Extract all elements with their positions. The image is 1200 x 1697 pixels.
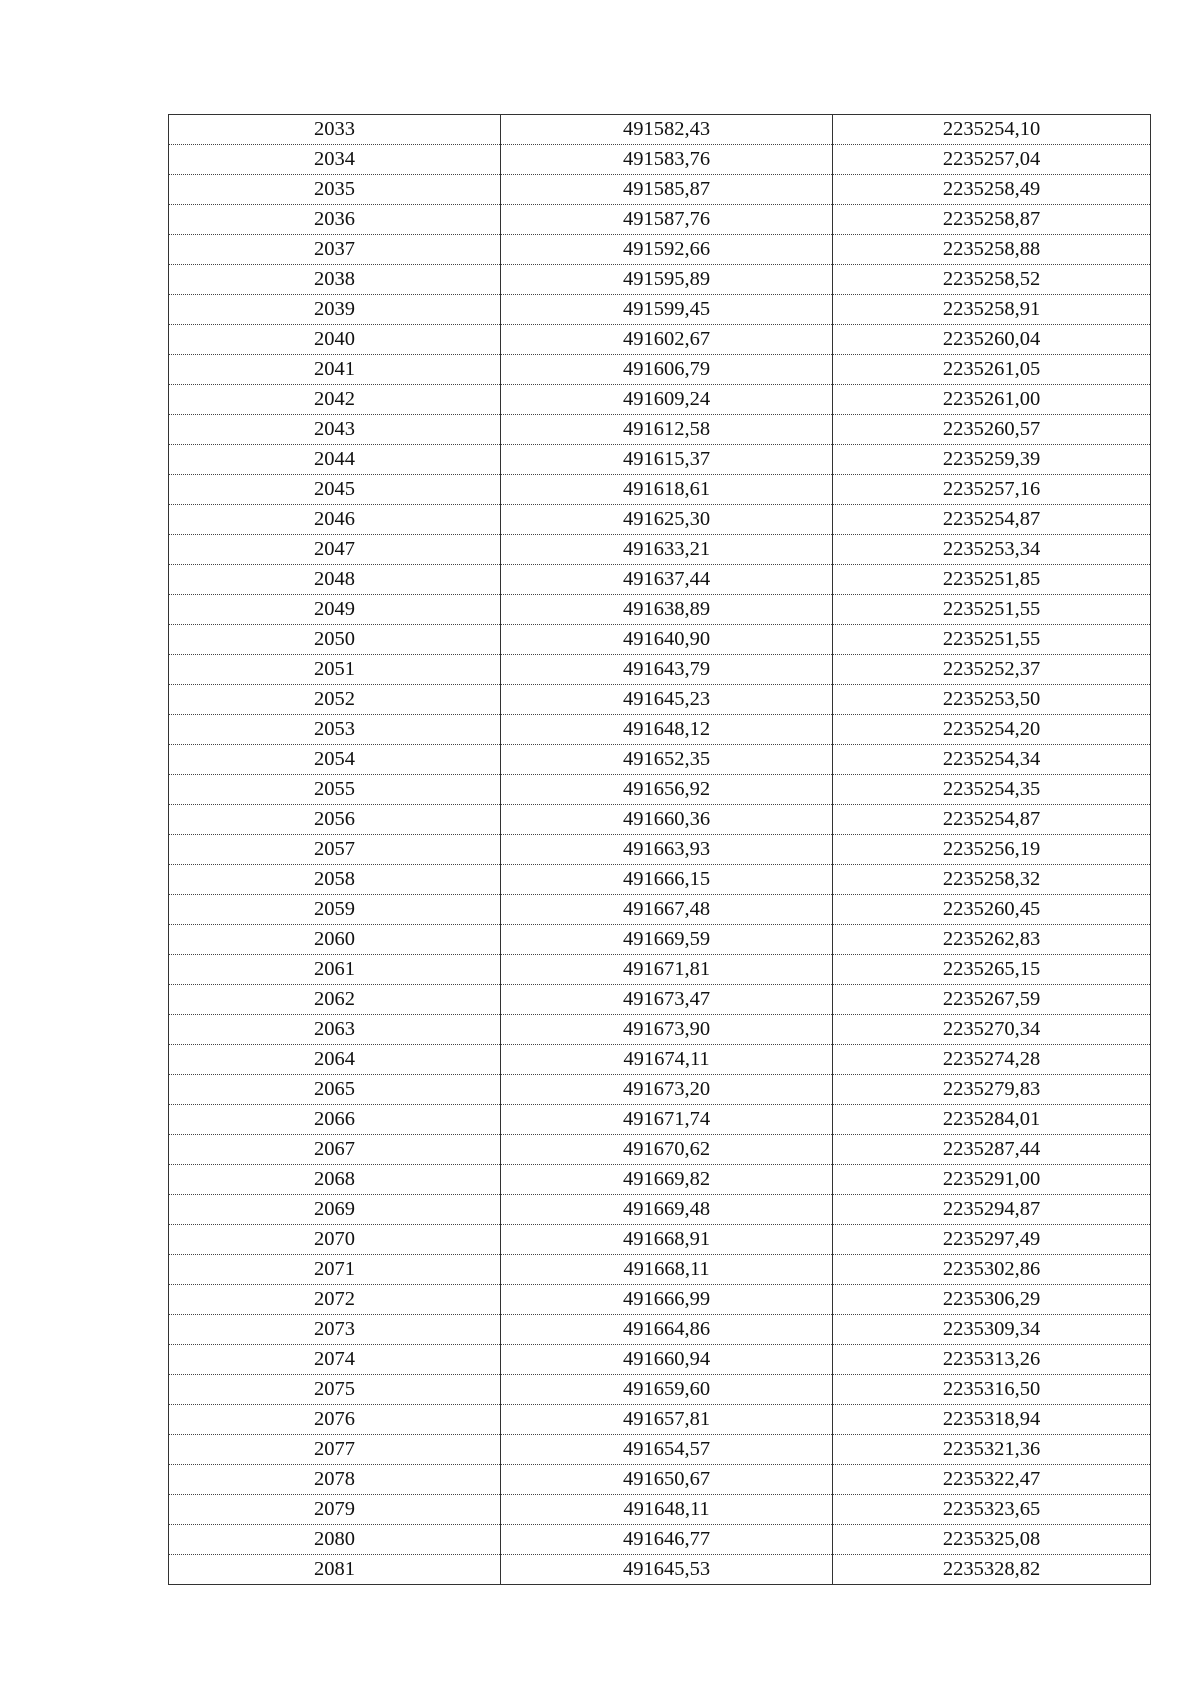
y-coordinate-cell: 2235260,45 xyxy=(833,895,1151,925)
x-coordinate-cell: 491640,90 xyxy=(501,625,833,655)
x-coordinate-cell: 491660,36 xyxy=(501,805,833,835)
x-coordinate-cell: 491668,91 xyxy=(501,1225,833,1255)
table-row xyxy=(169,235,1151,265)
y-coordinate-cell: 2235322,47 xyxy=(833,1465,1151,1495)
point-number-cell: 2063 xyxy=(169,1015,501,1045)
table-row xyxy=(169,265,1151,295)
coordinates-table-body xyxy=(169,115,1151,1585)
y-coordinate-cell: 2235254,20 xyxy=(833,715,1151,745)
x-coordinate-cell: 491670,62 xyxy=(501,1135,833,1165)
x-coordinate-cell: 491625,30 xyxy=(501,505,833,535)
table-row xyxy=(169,115,1151,145)
table-row xyxy=(169,1225,1151,1255)
x-coordinate-cell: 491673,47 xyxy=(501,985,833,1015)
y-coordinate-cell: 2235321,36 xyxy=(833,1435,1151,1465)
y-coordinate-cell: 2235258,32 xyxy=(833,865,1151,895)
y-coordinate-cell: 2235259,39 xyxy=(833,445,1151,475)
x-coordinate-cell: 491646,77 xyxy=(501,1525,833,1555)
table-row xyxy=(169,295,1151,325)
x-coordinate-cell: 491648,11 xyxy=(501,1495,833,1525)
y-coordinate-cell: 2235258,49 xyxy=(833,175,1151,205)
x-coordinate-cell: 491666,15 xyxy=(501,865,833,895)
x-coordinate-cell: 491599,45 xyxy=(501,295,833,325)
point-number-cell: 2038 xyxy=(169,265,501,295)
table-row xyxy=(169,1525,1151,1555)
table-row xyxy=(169,955,1151,985)
x-coordinate-cell: 491657,81 xyxy=(501,1405,833,1435)
y-coordinate-cell: 2235284,01 xyxy=(833,1105,1151,1135)
table-row xyxy=(169,1495,1151,1525)
y-coordinate-cell: 2235251,55 xyxy=(833,625,1151,655)
table-row xyxy=(169,835,1151,865)
table-row xyxy=(169,925,1151,955)
point-number-cell: 2061 xyxy=(169,955,501,985)
y-coordinate-cell: 2235260,04 xyxy=(833,325,1151,355)
x-coordinate-cell: 491664,86 xyxy=(501,1315,833,1345)
point-number-cell: 2053 xyxy=(169,715,501,745)
x-coordinate-cell: 491612,58 xyxy=(501,415,833,445)
table-row xyxy=(169,385,1151,415)
table-row xyxy=(169,685,1151,715)
point-number-cell: 2080 xyxy=(169,1525,501,1555)
table-row xyxy=(169,325,1151,355)
x-coordinate-cell: 491663,93 xyxy=(501,835,833,865)
point-number-cell: 2051 xyxy=(169,655,501,685)
table-row xyxy=(169,1045,1151,1075)
y-coordinate-cell: 2235279,83 xyxy=(833,1075,1151,1105)
point-number-cell: 2057 xyxy=(169,835,501,865)
x-coordinate-cell: 491667,48 xyxy=(501,895,833,925)
point-number-cell: 2034 xyxy=(169,145,501,175)
y-coordinate-cell: 2235287,44 xyxy=(833,1135,1151,1165)
x-coordinate-cell: 491656,92 xyxy=(501,775,833,805)
table-row xyxy=(169,565,1151,595)
table-row xyxy=(169,985,1151,1015)
y-coordinate-cell: 2235309,34 xyxy=(833,1315,1151,1345)
x-coordinate-cell: 491602,67 xyxy=(501,325,833,355)
y-coordinate-cell: 2235297,49 xyxy=(833,1225,1151,1255)
point-number-cell: 2044 xyxy=(169,445,501,475)
x-coordinate-cell: 491650,67 xyxy=(501,1465,833,1495)
point-number-cell: 2058 xyxy=(169,865,501,895)
table-row xyxy=(169,475,1151,505)
point-number-cell: 2035 xyxy=(169,175,501,205)
x-coordinate-cell: 491585,87 xyxy=(501,175,833,205)
x-coordinate-cell: 491669,82 xyxy=(501,1165,833,1195)
y-coordinate-cell: 2235258,87 xyxy=(833,205,1151,235)
x-coordinate-cell: 491659,60 xyxy=(501,1375,833,1405)
table-row xyxy=(169,655,1151,685)
coordinates-table xyxy=(168,114,1151,1585)
y-coordinate-cell: 2235257,16 xyxy=(833,475,1151,505)
y-coordinate-cell: 2235254,87 xyxy=(833,505,1151,535)
y-coordinate-cell: 2235260,57 xyxy=(833,415,1151,445)
y-coordinate-cell: 2235254,34 xyxy=(833,745,1151,775)
x-coordinate-cell: 491592,66 xyxy=(501,235,833,265)
point-number-cell: 2059 xyxy=(169,895,501,925)
x-coordinate-cell: 491674,11 xyxy=(501,1045,833,1075)
point-number-cell: 2036 xyxy=(169,205,501,235)
table-row xyxy=(169,1195,1151,1225)
point-number-cell: 2074 xyxy=(169,1345,501,1375)
y-coordinate-cell: 2235302,86 xyxy=(833,1255,1151,1285)
table-row xyxy=(169,145,1151,175)
x-coordinate-cell: 491654,57 xyxy=(501,1435,833,1465)
table-row xyxy=(169,445,1151,475)
x-coordinate-cell: 491615,37 xyxy=(501,445,833,475)
point-number-cell: 2047 xyxy=(169,535,501,565)
point-number-cell: 2077 xyxy=(169,1435,501,1465)
table-row xyxy=(169,625,1151,655)
table-row xyxy=(169,715,1151,745)
table-row xyxy=(169,1435,1151,1465)
table-row xyxy=(169,1165,1151,1195)
x-coordinate-cell: 491673,90 xyxy=(501,1015,833,1045)
y-coordinate-cell: 2235316,50 xyxy=(833,1375,1151,1405)
y-coordinate-cell: 2235254,10 xyxy=(833,115,1151,145)
y-coordinate-cell: 2235252,37 xyxy=(833,655,1151,685)
x-coordinate-cell: 491648,12 xyxy=(501,715,833,745)
point-number-cell: 2067 xyxy=(169,1135,501,1165)
x-coordinate-cell: 491666,99 xyxy=(501,1285,833,1315)
point-number-cell: 2070 xyxy=(169,1225,501,1255)
x-coordinate-cell: 491637,44 xyxy=(501,565,833,595)
x-coordinate-cell: 491643,79 xyxy=(501,655,833,685)
table-row xyxy=(169,1375,1151,1405)
x-coordinate-cell: 491583,76 xyxy=(501,145,833,175)
y-coordinate-cell: 2235258,52 xyxy=(833,265,1151,295)
y-coordinate-cell: 2235261,05 xyxy=(833,355,1151,385)
table-row xyxy=(169,1255,1151,1285)
x-coordinate-cell: 491645,23 xyxy=(501,685,833,715)
point-number-cell: 2039 xyxy=(169,295,501,325)
x-coordinate-cell: 491652,35 xyxy=(501,745,833,775)
x-coordinate-cell: 491669,48 xyxy=(501,1195,833,1225)
table-row xyxy=(169,205,1151,235)
y-coordinate-cell: 2235328,82 xyxy=(833,1555,1151,1585)
y-coordinate-cell: 2235253,34 xyxy=(833,535,1151,565)
table-row xyxy=(169,1105,1151,1135)
table-row xyxy=(169,865,1151,895)
table-row xyxy=(169,1465,1151,1495)
point-number-cell: 2079 xyxy=(169,1495,501,1525)
point-number-cell: 2041 xyxy=(169,355,501,385)
x-coordinate-cell: 491618,61 xyxy=(501,475,833,505)
table-row xyxy=(169,775,1151,805)
table-row xyxy=(169,415,1151,445)
y-coordinate-cell: 2235251,85 xyxy=(833,565,1151,595)
table-row xyxy=(169,535,1151,565)
table-row xyxy=(169,595,1151,625)
y-coordinate-cell: 2235270,34 xyxy=(833,1015,1151,1045)
point-number-cell: 2076 xyxy=(169,1405,501,1435)
point-number-cell: 2040 xyxy=(169,325,501,355)
point-number-cell: 2069 xyxy=(169,1195,501,1225)
point-number-cell: 2048 xyxy=(169,565,501,595)
point-number-cell: 2050 xyxy=(169,625,501,655)
x-coordinate-cell: 491668,11 xyxy=(501,1255,833,1285)
point-number-cell: 2033 xyxy=(169,115,501,145)
point-number-cell: 2062 xyxy=(169,985,501,1015)
y-coordinate-cell: 2235253,50 xyxy=(833,685,1151,715)
point-number-cell: 2072 xyxy=(169,1285,501,1315)
x-coordinate-cell: 491669,59 xyxy=(501,925,833,955)
point-number-cell: 2052 xyxy=(169,685,501,715)
x-coordinate-cell: 491606,79 xyxy=(501,355,833,385)
y-coordinate-cell: 2235318,94 xyxy=(833,1405,1151,1435)
y-coordinate-cell: 2235262,83 xyxy=(833,925,1151,955)
table-row xyxy=(169,1345,1151,1375)
point-number-cell: 2060 xyxy=(169,925,501,955)
x-coordinate-cell: 491645,53 xyxy=(501,1555,833,1585)
point-number-cell: 2046 xyxy=(169,505,501,535)
table-row xyxy=(169,505,1151,535)
x-coordinate-cell: 491660,94 xyxy=(501,1345,833,1375)
x-coordinate-cell: 491587,76 xyxy=(501,205,833,235)
x-coordinate-cell: 491609,24 xyxy=(501,385,833,415)
x-coordinate-cell: 491595,89 xyxy=(501,265,833,295)
point-number-cell: 2055 xyxy=(169,775,501,805)
y-coordinate-cell: 2235267,59 xyxy=(833,985,1151,1015)
x-coordinate-cell: 491673,20 xyxy=(501,1075,833,1105)
table-row xyxy=(169,355,1151,385)
table-row xyxy=(169,1075,1151,1105)
point-number-cell: 2042 xyxy=(169,385,501,415)
x-coordinate-cell: 491671,74 xyxy=(501,1105,833,1135)
y-coordinate-cell: 2235325,08 xyxy=(833,1525,1151,1555)
x-coordinate-cell: 491671,81 xyxy=(501,955,833,985)
table-row xyxy=(169,1015,1151,1045)
point-number-cell: 2045 xyxy=(169,475,501,505)
y-coordinate-cell: 2235291,00 xyxy=(833,1165,1151,1195)
y-coordinate-cell: 2235256,19 xyxy=(833,835,1151,865)
y-coordinate-cell: 2235294,87 xyxy=(833,1195,1151,1225)
y-coordinate-cell: 2235254,35 xyxy=(833,775,1151,805)
table-row xyxy=(169,1315,1151,1345)
x-coordinate-cell: 491582,43 xyxy=(501,115,833,145)
point-number-cell: 2073 xyxy=(169,1315,501,1345)
point-number-cell: 2071 xyxy=(169,1255,501,1285)
table-row xyxy=(169,1135,1151,1165)
y-coordinate-cell: 2235258,88 xyxy=(833,235,1151,265)
point-number-cell: 2037 xyxy=(169,235,501,265)
point-number-cell: 2075 xyxy=(169,1375,501,1405)
point-number-cell: 2066 xyxy=(169,1105,501,1135)
y-coordinate-cell: 2235257,04 xyxy=(833,145,1151,175)
y-coordinate-cell: 2235261,00 xyxy=(833,385,1151,415)
y-coordinate-cell: 2235265,15 xyxy=(833,955,1151,985)
point-number-cell: 2043 xyxy=(169,415,501,445)
y-coordinate-cell: 2235258,91 xyxy=(833,295,1151,325)
point-number-cell: 2068 xyxy=(169,1165,501,1195)
y-coordinate-cell: 2235306,29 xyxy=(833,1285,1151,1315)
x-coordinate-cell: 491638,89 xyxy=(501,595,833,625)
point-number-cell: 2056 xyxy=(169,805,501,835)
table-row xyxy=(169,895,1151,925)
table-row xyxy=(169,1405,1151,1435)
x-coordinate-cell: 491633,21 xyxy=(501,535,833,565)
y-coordinate-cell: 2235323,65 xyxy=(833,1495,1151,1525)
table-row xyxy=(169,805,1151,835)
table-row xyxy=(169,1555,1151,1585)
point-number-cell: 2049 xyxy=(169,595,501,625)
y-coordinate-cell: 2235274,28 xyxy=(833,1045,1151,1075)
point-number-cell: 2078 xyxy=(169,1465,501,1495)
point-number-cell: 2064 xyxy=(169,1045,501,1075)
y-coordinate-cell: 2235254,87 xyxy=(833,805,1151,835)
y-coordinate-cell: 2235313,26 xyxy=(833,1345,1151,1375)
table-row xyxy=(169,175,1151,205)
point-number-cell: 2054 xyxy=(169,745,501,775)
point-number-cell: 2065 xyxy=(169,1075,501,1105)
table-row xyxy=(169,745,1151,775)
point-number-cell: 2081 xyxy=(169,1555,501,1585)
table-row xyxy=(169,1285,1151,1315)
y-coordinate-cell: 2235251,55 xyxy=(833,595,1151,625)
